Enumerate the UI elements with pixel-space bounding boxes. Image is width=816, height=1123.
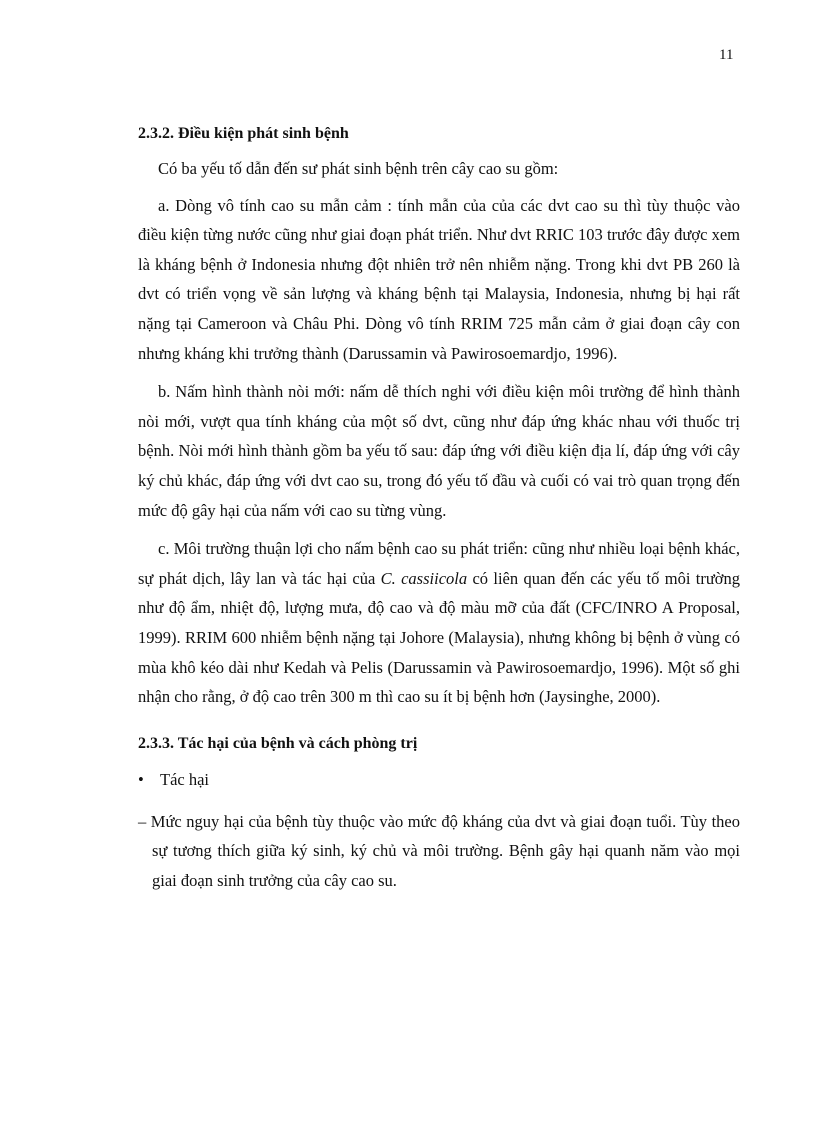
item-c-text-end: có liên quan đến các yếu tố môi trường như độ ẩm, nhiệt độ, lượng mưa, độ cao và độ màu mỡ của đất (CFC/INRO A Proposal, 1999). RRIM 600 nhiễm bệnh nặng tại Johore (Malaysia), nhưng không bị bệnh ở vùng có mùa khô kéo dài như Kedah và Pelis (Darussamin và Pawirosoemardjo, 1996). Một số ghi nhận cho rằng, ở độ cao trên 300 m thì cao su ít bị bệnh hơn (Jaysinghe, 2000).	[138, 568, 741, 707]
bullet-label: Tác hại	[160, 769, 210, 789]
dash-item-text: Mức nguy hại của bệnh tùy thuộc vào mức độ kháng của dvt và giai đoạn tuổi. Tùy theo sự tương thích giữa ký sinh, ký chủ và môi trường. Bệnh gây hại quanh năm vào mọi giai đoạn sinh trưởng của cây cao su.	[150, 811, 740, 890]
section-heading-232: 2.3.2. Điều kiện phát sinh bệnh	[138, 125, 349, 142]
bullet-item	[138, 769, 740, 791]
intro-paragraph: Có ba yếu tố dẫn đến sư phát sinh bệnh trên cây cao su gồm:	[158, 159, 559, 178]
item-a-paragraph: a. Dòng vô tính cao su mẫn cảm : tính mẫn của của các dvt cao su thì tùy thuộc vào điều kiện từng nước cũng như giai đoạn phát triển. Như dvt RRIC 103 trước đây được xem là kháng bệnh ở Indonesia nhưng đột nhiên trở nên nhiễm nặng. Trong khi dvt PB 260 là dvt có triển vọng về sản lượng và kháng bệnh tại Malaysia, Indonesia, nhưng bị hại rất nặng tại Cameroon và Châu Phi. Dòng vô tính RRIM 725 mẫn cảm ở giai đoạn cây con nhưng kháng khi trưởng thành (Darussamin và Pawirosoemardjo, 1996).	[138, 195, 740, 363]
dash-icon: –	[138, 811, 147, 831]
bullet-icon: •	[138, 769, 144, 789]
section-heading-233: 2.3.3. Tác hại của bệnh và cách phòng trị	[138, 734, 418, 752]
page-number: 11	[719, 47, 734, 63]
dash-list-item	[138, 807, 740, 896]
item-c-text-start: c. Môi trường thuận lợi cho nấm bệnh cao su phát triển: cũng như nhiều loại bệnh khác, sự phát dịch, lây lan và tác hại của	[138, 539, 740, 588]
item-c-paragraph	[138, 534, 740, 712]
document-body	[138, 124, 740, 895]
species-name: C. cassiicola	[380, 568, 468, 588]
item-b-paragraph: b. Nấm hình thành nòi mới: nấm dễ thích nghi với điều kiện môi trường để hình thành nòi mới, vượt qua tính kháng của một số dvt, cũng như đáp ứng khác nhau với thuốc trị bệnh. Nòi mới hình thành gồm ba yếu tố sau: đáp ứng với điều kiện địa lí, đáp ứng với cây ký chủ khác, đáp ứng với dvt cao su, trong đó yếu tố đầu và cuối có vai trò quan trọng đến mức độ gây hại của nấm với cao su từng vùng.	[138, 382, 740, 520]
